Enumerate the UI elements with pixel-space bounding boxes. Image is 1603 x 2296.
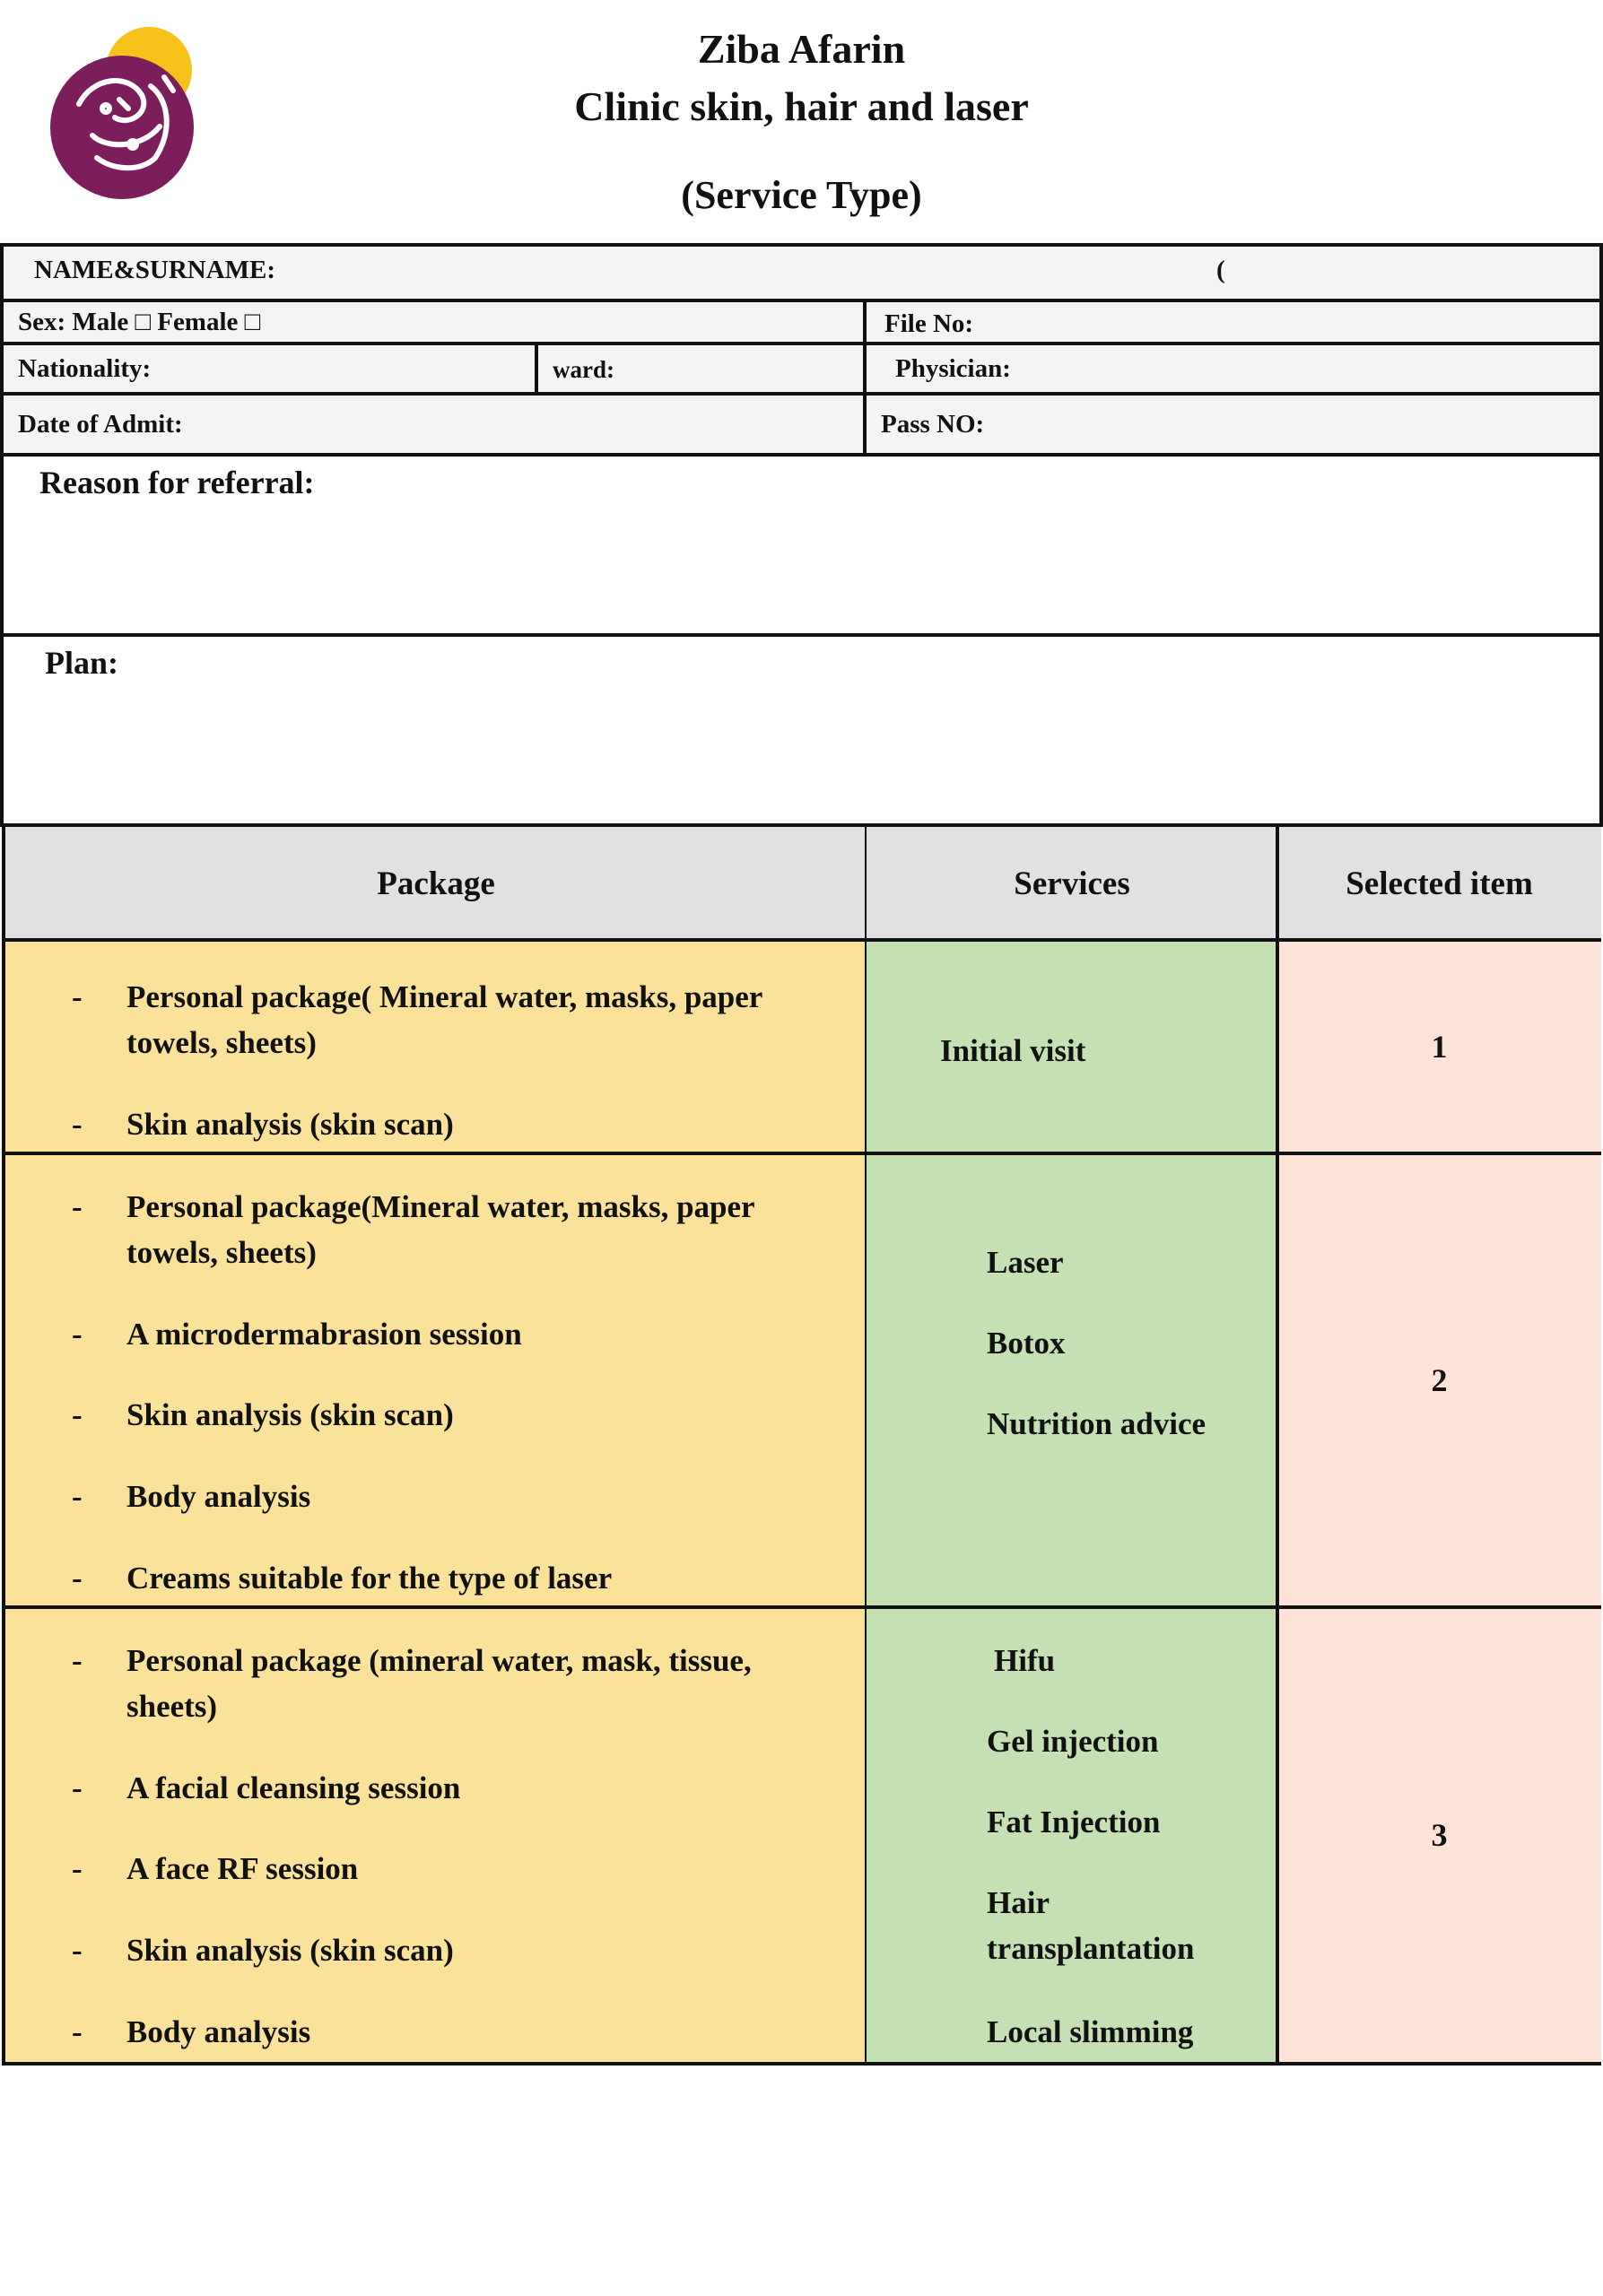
name-row [0, 243, 1603, 302]
reason-for-referral-field[interactable] [0, 453, 1603, 637]
service-item: Fat Injection [987, 1805, 1161, 1839]
service-item: Gel injection [987, 1724, 1159, 1759]
package-cell-1: - Personal package( Mineral water, masks, paper towels, sheets) - Skin analysis (skin scan) [5, 940, 867, 1153]
services-table [2, 823, 1601, 2066]
table-divider [5, 938, 1601, 942]
physician-field[interactable] [863, 342, 1603, 396]
service-item: Laser [987, 1245, 1064, 1280]
table-divider [865, 827, 867, 2062]
sex-row [0, 299, 867, 345]
package-header: Package [5, 827, 867, 940]
service-item: Local slimming [987, 2014, 1194, 2049]
clinic-subtitle: Clinic skin, hair and laser [574, 83, 1029, 129]
selected-cell-1[interactable]: 1 [1277, 940, 1601, 1153]
ward-label: ward: [553, 356, 614, 383]
nationality-field[interactable] [0, 342, 538, 396]
pass-no-label: Pass NO: [881, 410, 985, 439]
reason-label: Reason for referral: [39, 465, 315, 500]
form-title: (Service Type) [681, 173, 922, 217]
service-item: Hair transplantation [987, 1885, 1195, 1966]
service-item: Nutrition advice [987, 1406, 1207, 1441]
services-cell-3 [867, 1607, 1277, 2062]
selected-cell-3[interactable]: 3 [1277, 1607, 1601, 2062]
service-item: Hifu [994, 1643, 1056, 1678]
package-cell-2: - Personal package(Mineral water, masks, paper towels, sheets) - A microdermabrasion session - Skin analysis (skin scan) - Body analysis - Creams suitable for the type of laser [5, 1153, 867, 1607]
sex-label: Sex: Male □ Female □ [18, 308, 261, 336]
table-divider [5, 1605, 1601, 1609]
package-cell-3: - Personal package (mineral water, mask, tissue, sheets) - A facial cleansing session - A face RF session - Skin analysis (skin scan) - Body analysis [5, 1607, 867, 2062]
services-cell-1 [867, 940, 1277, 1153]
plan-field[interactable] [0, 633, 1603, 827]
pass-no-field[interactable] [863, 392, 1603, 457]
service-item: Botox [987, 1326, 1066, 1361]
name-paren: ( [1216, 256, 1225, 284]
service-item: Initial visit [940, 1033, 1086, 1068]
services-cell-2 [867, 1153, 1277, 1607]
plan-label: Plan: [45, 645, 119, 681]
services-header: Services [867, 827, 1277, 940]
selected-cell-2[interactable]: 2 [1277, 1153, 1601, 1607]
table-divider [5, 1152, 1601, 1155]
table-divider [1276, 827, 1279, 2062]
nationality-label: Nationality: [18, 354, 152, 383]
name-surname-label: NAME&SURNAME: [34, 256, 276, 284]
clinic-name: Ziba Afarin [697, 26, 906, 72]
file-no-field[interactable] [863, 299, 1603, 345]
date-admit-label: Date of Admit: [18, 410, 183, 439]
physician-label: Physician: [895, 354, 1011, 383]
file-no-label: File No: [884, 309, 974, 338]
date-admit-field[interactable] [0, 392, 867, 457]
ward-field[interactable] [535, 342, 867, 396]
selected-header: Selected item [1277, 827, 1601, 940]
